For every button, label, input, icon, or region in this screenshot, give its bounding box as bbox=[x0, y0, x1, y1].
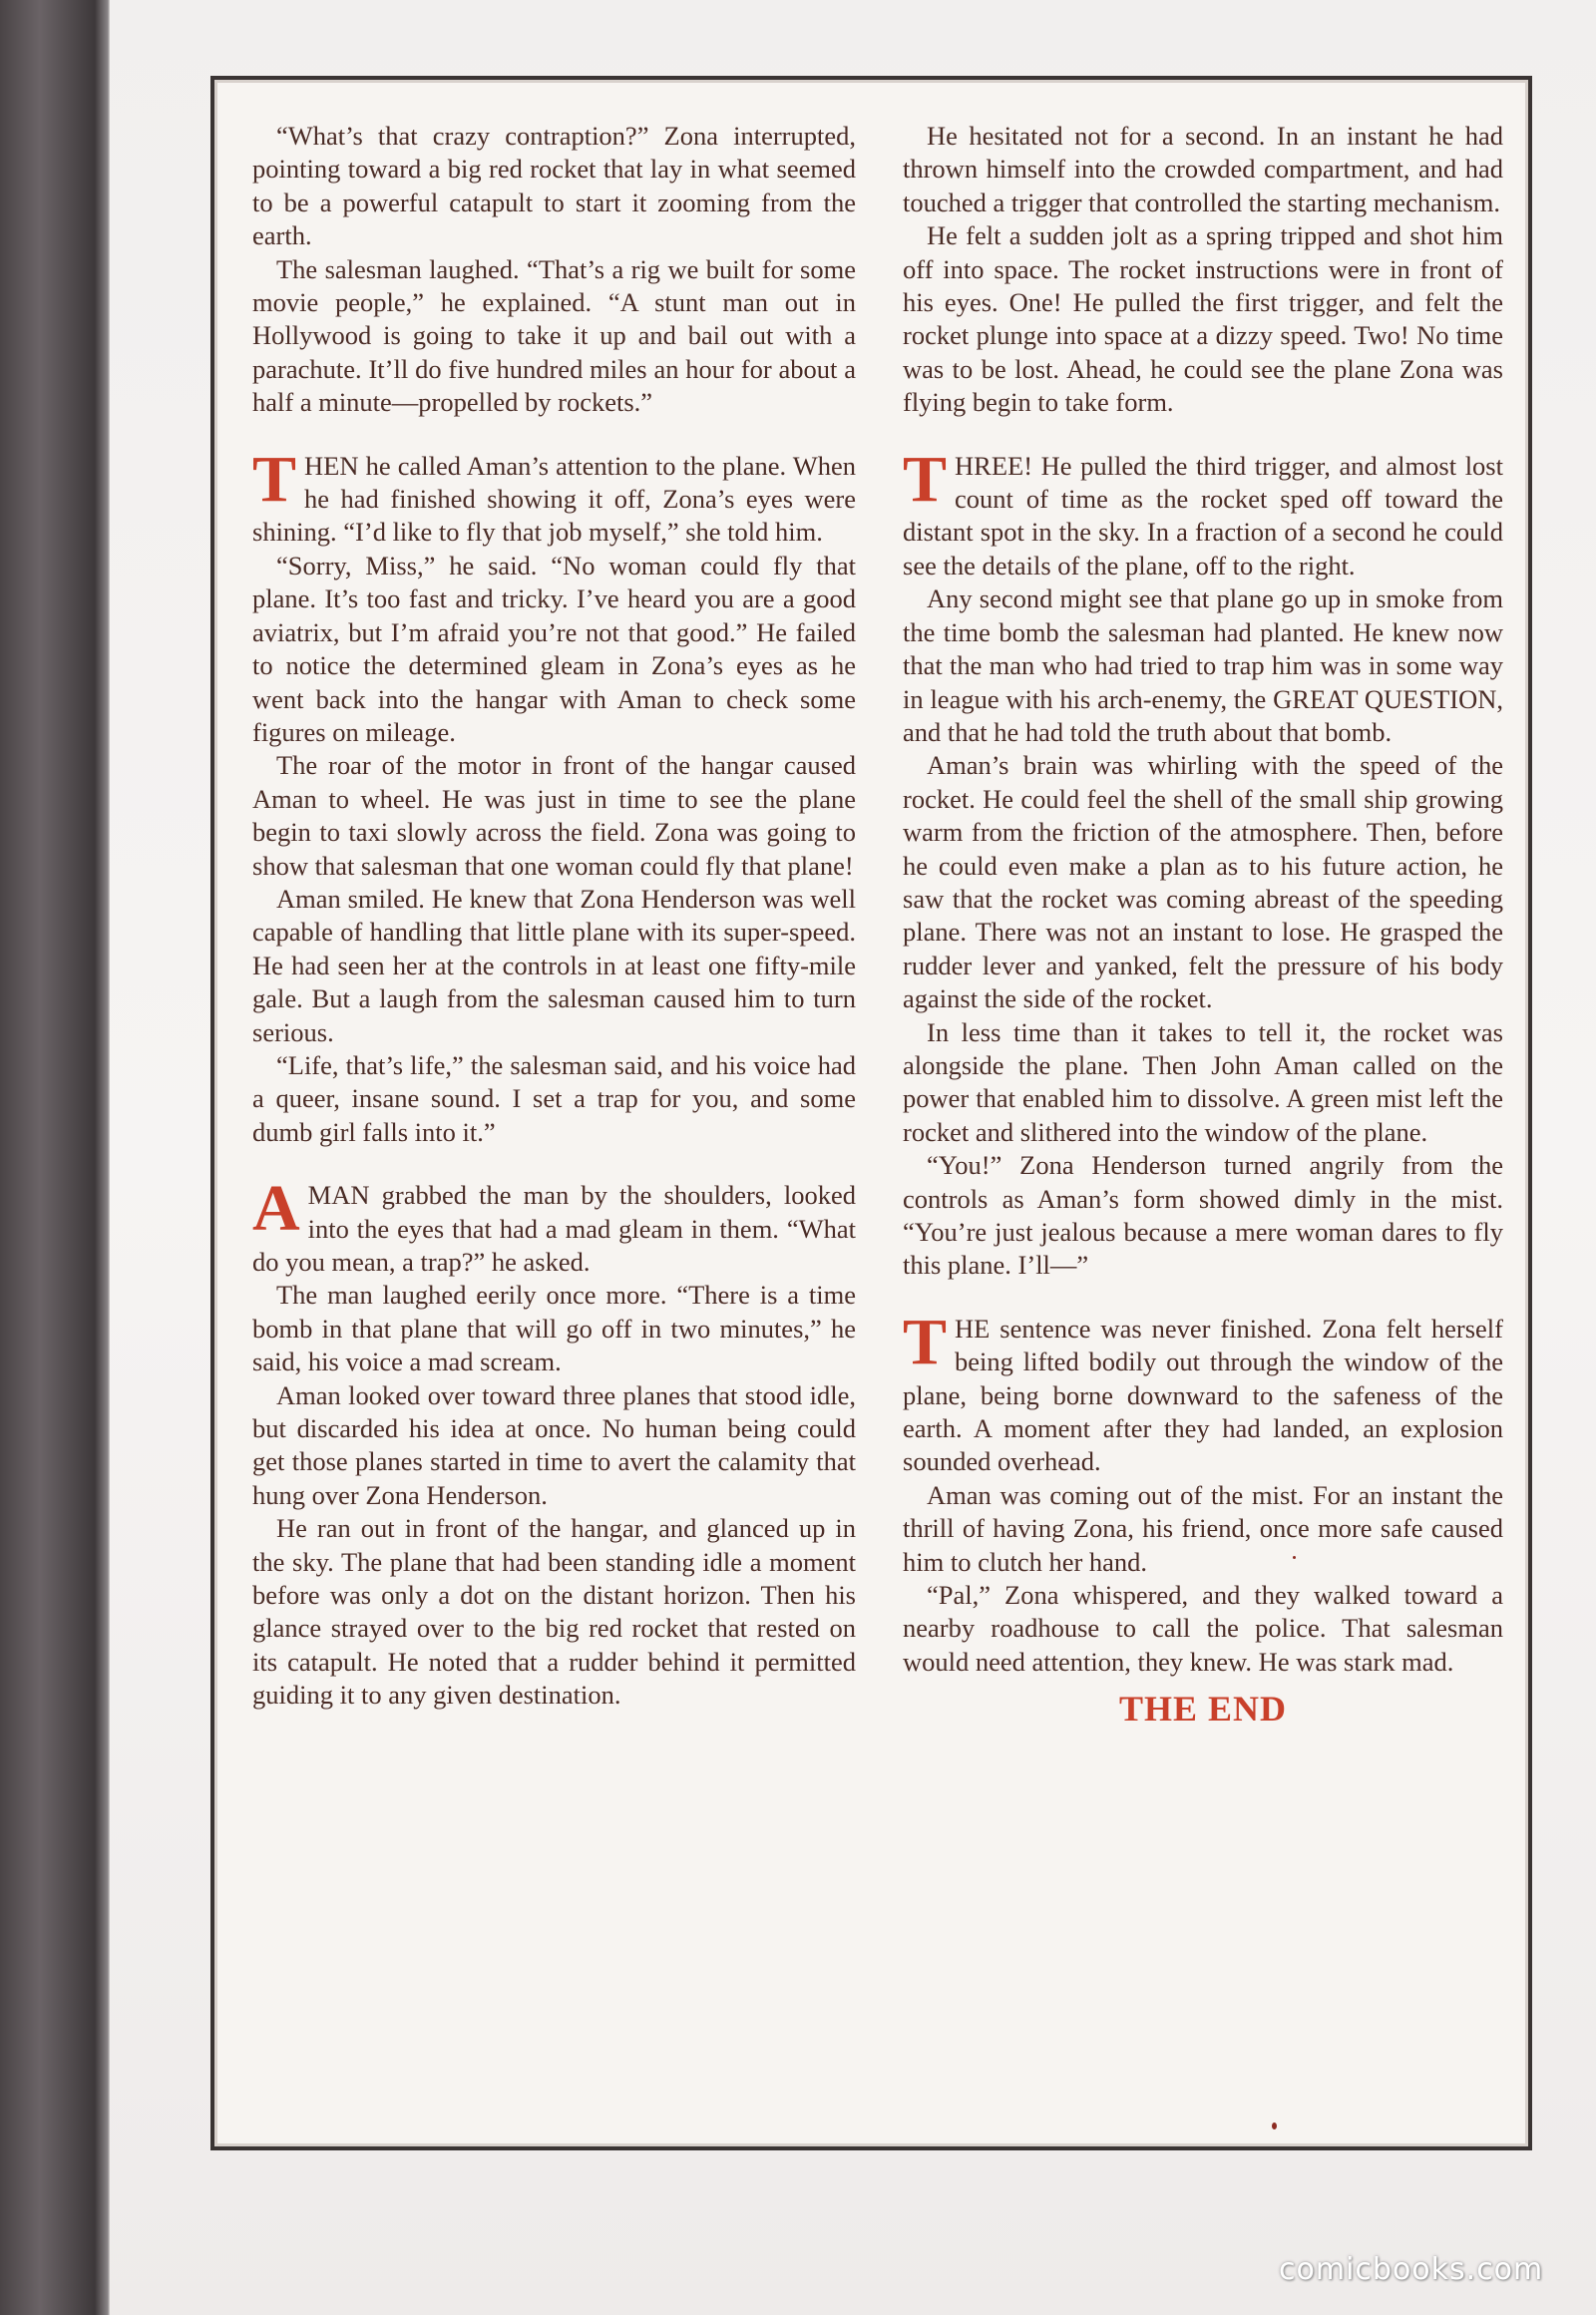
paragraph: The roar of the motor in front of the hangar caused Aman to wheel. He was just in time to see the plane begin to taxi slowly across the field. Zona was going to show that salesman that one woman could fly that plane! bbox=[252, 750, 856, 881]
paragraph-text: HEN he called Aman’s attention to the plane. When he had finished showing it off, Zona’s eyes were shining. “I’d like to fly that job myself,” she told him. bbox=[252, 450, 856, 548]
right-column bbox=[903, 120, 1503, 1729]
paragraph: He hesitated not for a second. In an instant he had thrown himself into the crowded compartment, and had touched a trigger that controlled the starting mechanism. bbox=[903, 121, 1503, 217]
paragraph: “Life, that’s life,” the salesman said, and his voice had a queer, insane sound. I set a trap for you, and some dumb girl falls into it.” bbox=[252, 1049, 856, 1147]
paragraph: Aman’s brain was whirling with the speed of the rocket. He could feel the shell of the small ship growing warm from the friction of the atmosphere. Then, before he could even make a plan as to his future action, he saw that the rocket was coming abreast of the speeding plane. There was not an instant to lose. He grasped the rudder lever and yanked, felt the pressure of his body against the side of the rocket. bbox=[903, 750, 1503, 1014]
paragraph-text: MAN grabbed the man by the shoulders, looked into the eyes that had a mad gleam in them. “What do you mean, a trap?” he asked. bbox=[252, 1180, 856, 1277]
drop-cap: A bbox=[252, 1172, 300, 1246]
drop-cap: T bbox=[903, 1305, 948, 1378]
paragraph: He felt a sudden jolt as a spring tripped and shot him off into space. The rocket instructions were in front of his eyes. One! He pulled the first trigger, and felt the rocket plunge into space at a dizzy speed. Two! No time was to be lost. Ahead, he could see the plane Zona was flying begin to take form. bbox=[903, 220, 1503, 418]
page-sheet bbox=[110, 0, 1596, 2315]
paragraph: “You!” Zona Henderson turned angrily from the controls as Aman’s form showed dimly in the mist. “You’re just jealous because a mere woman dares to fly this plane. I’ll—” bbox=[903, 1150, 1503, 1281]
paragraph: In less time than it takes to tell it, the rocket was alongside the plane. Then John Aman called on the power that enabled him to dissolve. A green mist left the rocket and slithered into the window of the plane. bbox=[903, 1016, 1503, 1147]
paragraph: Aman smiled. He knew that Zona Henderson was well capable of handling that little plane with its super-speed. He had seen her at the controls in at least one fifty-mile gale. But a laugh from the salesman caused him to turn serious. bbox=[252, 883, 856, 1047]
paragraph: The man laughed eerily once more. “There is a time bomb in that plane that will go off in two minutes,” he said, his voice a mad scream. bbox=[252, 1280, 856, 1377]
paragraph: “Pal,” Zona whispered, and they walked toward a nearby roadhouse to call the police. That salesman would need attention, they knew. He was stark mad. bbox=[903, 1580, 1503, 1677]
paragraph-with-dropcap bbox=[903, 1305, 1503, 1479]
ink-speck bbox=[1272, 2122, 1277, 2129]
drop-cap: T bbox=[252, 442, 297, 516]
the-end-title: THE END bbox=[1118, 1689, 1288, 1730]
paragraph: He ran out in front of the hangar, and glanced up in the sky. The plane that had been standing idle a moment before was only a dot on the distant horizon. Then his glance strayed over to the big red rocket that rested on its catapult. He noted that a rudder behind it permitted guiding it to any given destination. bbox=[252, 1513, 856, 1711]
paragraph: Aman was coming out of the mist. For an instant the thrill of having Zona, his friend, once more safe caused him to clutch her hand. bbox=[903, 1479, 1503, 1577]
paragraph-text: HREE! He pulled the third trigger, and almost lost count of time as the rocket sped off toward the distant spot in the sky. In a fraction of a second he could see the details of the plane, off to the right. bbox=[903, 450, 1503, 580]
binding-spine bbox=[0, 0, 110, 2315]
paragraph-with-dropcap bbox=[252, 442, 856, 550]
ink-speck bbox=[1293, 1556, 1296, 1559]
drop-cap: T bbox=[903, 442, 948, 516]
paragraph: “Sorry, Miss,” he said. “No woman could fly that plane. It’s too fast and tricky. I’ve heard you are a good aviatrix, but I’m afraid you’re not that good.” He failed to notice the determined gleam in Zona’s eyes as he went back into the hangar with Aman to check some figures on mileage. bbox=[252, 550, 856, 747]
paragraph-with-dropcap bbox=[252, 1172, 856, 1279]
paragraph: Aman looked over toward three planes that stood idle, but discarded his idea at once. No human being could get those planes started in time to avert the calamity that hung over Zona Henderson. bbox=[252, 1379, 856, 1510]
paragraph: The salesman laughed. “That’s a rig we built for some movie people,” he explained. “A stunt man out in Hollywood is going to take it up and bail out with a parachute. It’ll do five hundred miles an hour for about a half a minute—propelled by rockets.” bbox=[252, 253, 856, 418]
paragraph: Any second might see that plane go up in smoke from the time bomb the salesman had planted. He knew now that the man who had tried to trap him was in some way in league with his arch-enemy, the GREAT QUESTION, and that he had told the truth about that bomb. bbox=[903, 583, 1503, 747]
paragraph: “What’s that crazy contraption?” Zona interrupted, pointing toward a big red rocket that lay in what seemed to be a powerful catapult to start it zooming from the earth. bbox=[252, 121, 856, 251]
paragraph-with-dropcap bbox=[903, 442, 1503, 583]
paragraph-text: HE sentence was never finished. Zona felt herself being lifted bodily out through the window of the plane, being borne downward to the safeness of the earth. A moment after they had landed, an explosion sounded overhead. bbox=[903, 1313, 1503, 1477]
text-frame bbox=[210, 76, 1532, 2150]
left-column bbox=[252, 120, 856, 1713]
watermark-text: comicbooks.com bbox=[1279, 2252, 1544, 2287]
